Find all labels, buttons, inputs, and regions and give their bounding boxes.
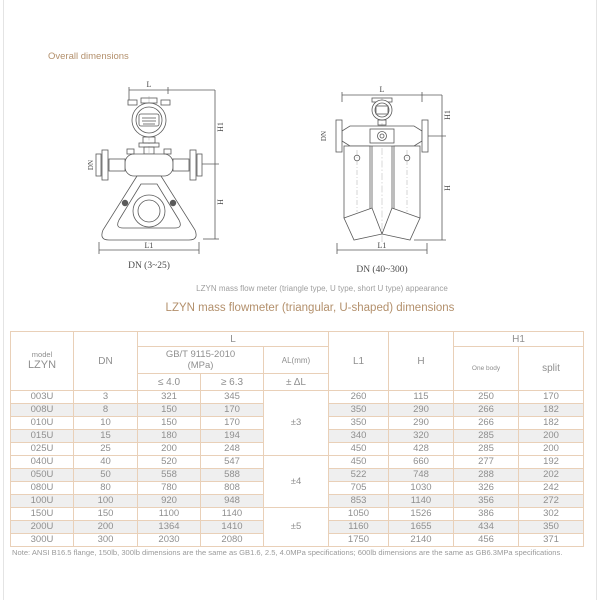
col-header-model <box>11 332 74 391</box>
dim-label-l: L <box>146 80 152 89</box>
overall-dimensions-label: Overall dimensions <box>48 51 129 62</box>
cell-h1-one-body: 326 <box>454 482 519 495</box>
page-edge-right <box>596 0 597 600</box>
cell-dn: 10 <box>74 417 138 430</box>
cell-l-le40: 920 <box>138 495 201 508</box>
flowmeter-drawing-triangle <box>65 78 245 272</box>
col-group-h1: H1 <box>454 332 584 347</box>
cell-l-ge63: 588 <box>201 469 264 482</box>
cell-dn: 150 <box>74 508 138 521</box>
cell-l1: 1050 <box>329 508 389 521</box>
cell-h1-split: 182 <box>519 404 584 417</box>
cell-model: 003U <box>11 391 74 404</box>
cell-l-le40: 150 <box>138 404 201 417</box>
cell-h1-one-body: 434 <box>454 521 519 534</box>
cell-l-ge63: 194 <box>201 430 264 443</box>
cell-model: 300U <box>11 534 74 547</box>
triangle-body <box>102 176 196 240</box>
cell-l-ge63: 547 <box>201 456 264 469</box>
cell-l-ge63: 808 <box>201 482 264 495</box>
cell-h1-one-body: 277 <box>454 456 519 469</box>
col-header-model-small: model <box>31 350 53 359</box>
cell-l1: 350 <box>329 404 389 417</box>
cell-h: 2140 <box>389 534 454 547</box>
dim-label-h: H <box>216 199 225 205</box>
cell-dn: 15 <box>74 430 138 443</box>
table-row <box>11 508 584 521</box>
cell-l-ge63: 170 <box>201 404 264 417</box>
gbt-line1: GB/T 9115-2010 <box>165 349 236 360</box>
cell-model: 200U <box>11 521 74 534</box>
drawing-caption-u-type: DN (40~300) <box>356 265 408 275</box>
col-header-al: AL(mm) <box>264 347 329 374</box>
cell-l-ge63: 948 <box>201 495 264 508</box>
cell-l-le40: 1100 <box>138 508 201 521</box>
cell-l-le40: 150 <box>138 417 201 430</box>
cell-dn: 40 <box>74 456 138 469</box>
cell-al-tolerance: ±5 <box>264 508 329 547</box>
dim-label-h: H <box>443 185 452 191</box>
dim-label-l1: L1 <box>144 241 154 250</box>
cell-h: 1030 <box>389 482 454 495</box>
cell-h: 320 <box>389 430 454 443</box>
dimension-h1-h-lines <box>201 90 219 239</box>
cell-h1-split: 200 <box>519 443 584 456</box>
cell-h1-split: 302 <box>519 508 584 521</box>
table-title: LZYN mass flowmeter (triangular, U-shaped) dimensions <box>165 302 455 314</box>
cell-h1-one-body: 288 <box>454 469 519 482</box>
cell-model: 100U <box>11 495 74 508</box>
cell-model: 010U <box>11 417 74 430</box>
cell-al-tolerance: ±3 <box>264 391 329 456</box>
cell-h: 290 <box>389 417 454 430</box>
col-header-model-main: LZYN <box>27 359 57 371</box>
col-header-l1: L1 <box>329 332 389 391</box>
appearance-caption: LZYN mass flow meter (triangle type, U type, short U type) appearance <box>196 284 448 293</box>
col-header-ge63: ≥ 6.3 <box>201 374 264 391</box>
cell-model: 008U <box>11 404 74 417</box>
cell-h: 428 <box>389 443 454 456</box>
cell-h1-one-body: 285 <box>454 443 519 456</box>
cell-l1: 340 <box>329 430 389 443</box>
cell-h: 290 <box>389 404 454 417</box>
col-header-al-sub: ± ΔL <box>264 374 329 391</box>
col-header-gbt <box>138 347 264 374</box>
cell-h1-split: 371 <box>519 534 584 547</box>
cell-dn: 200 <box>74 521 138 534</box>
cell-l1: 522 <box>329 469 389 482</box>
table-row <box>11 391 584 404</box>
cell-l-ge63: 170 <box>201 417 264 430</box>
cell-h: 115 <box>389 391 454 404</box>
transmitter-head <box>128 98 170 154</box>
cell-dn: 80 <box>74 482 138 495</box>
cell-l-ge63: 2080 <box>201 534 264 547</box>
cell-h: 1526 <box>389 508 454 521</box>
cell-l1: 1160 <box>329 521 389 534</box>
cell-dn: 100 <box>74 495 138 508</box>
dimensions-table <box>10 331 584 547</box>
cell-dn: 3 <box>74 391 138 404</box>
cell-h: 1140 <box>389 495 454 508</box>
cell-l-ge63: 345 <box>201 391 264 404</box>
cell-h1-split: 200 <box>519 430 584 443</box>
cell-model: 150U <box>11 508 74 521</box>
col-header-h: H <box>389 332 454 391</box>
cell-l1: 1750 <box>329 534 389 547</box>
cell-h1-one-body: 356 <box>454 495 519 508</box>
cell-l1: 853 <box>329 495 389 508</box>
cell-l-ge63: 248 <box>201 443 264 456</box>
cell-l-le40: 520 <box>138 456 201 469</box>
cell-h: 748 <box>389 469 454 482</box>
dim-label-dn: DN <box>320 130 328 142</box>
cell-dn: 50 <box>74 469 138 482</box>
pipe-assembly <box>96 149 202 180</box>
cell-model: 080U <box>11 482 74 495</box>
cell-dn: 25 <box>74 443 138 456</box>
cell-l-le40: 321 <box>138 391 201 404</box>
col-header-dn: DN <box>74 332 138 391</box>
page-edge-left <box>3 0 4 600</box>
cell-model: 015U <box>11 430 74 443</box>
drawing-caption-triangle: DN (3~25) <box>128 261 170 271</box>
cell-l-ge63: 1140 <box>201 508 264 521</box>
cell-h1-one-body: 266 <box>454 417 519 430</box>
cell-l-le40: 2030 <box>138 534 201 547</box>
cell-h1-one-body: 285 <box>454 430 519 443</box>
cell-h1-one-body: 386 <box>454 508 519 521</box>
col-group-l: L <box>138 332 329 347</box>
cell-h1-split: 192 <box>519 456 584 469</box>
table-body <box>11 391 584 547</box>
cell-l-le40: 1364 <box>138 521 201 534</box>
cell-l1: 705 <box>329 482 389 495</box>
cell-h1-split: 350 <box>519 521 584 534</box>
cell-l1: 350 <box>329 417 389 430</box>
col-header-split: split <box>519 347 584 391</box>
gbt-line2: (MPa) <box>187 360 214 371</box>
cell-model: 025U <box>11 443 74 456</box>
cell-dn: 300 <box>74 534 138 547</box>
cell-l1: 450 <box>329 443 389 456</box>
dim-label-l1: L1 <box>377 241 387 250</box>
col-header-one-body: One body <box>454 347 519 391</box>
cell-l-ge63: 1410 <box>201 521 264 534</box>
cell-l1: 260 <box>329 391 389 404</box>
table-row <box>11 456 584 469</box>
cell-h1-split: 202 <box>519 469 584 482</box>
footnote: Note: ANSI B16.5 flange, 150lb, 300lb dimensions are the same as GB1.6, 2.5, 4.0MPa specifications; 600lb dimensions are the same as GB6.3MPa specifications. <box>12 548 563 557</box>
cell-h: 1655 <box>389 521 454 534</box>
flowmeter-drawing-u-type <box>310 82 478 276</box>
cell-h1-split: 182 <box>519 417 584 430</box>
cell-l1: 450 <box>329 456 389 469</box>
cell-h: 660 <box>389 456 454 469</box>
dim-label-h1: H1 <box>216 122 225 132</box>
col-header-le40: ≤ 4.0 <box>138 374 201 391</box>
cell-h1-one-body: 456 <box>454 534 519 547</box>
dim-label-l: L <box>379 85 385 94</box>
cell-l-le40: 558 <box>138 469 201 482</box>
cell-l-le40: 200 <box>138 443 201 456</box>
cell-model: 050U <box>11 469 74 482</box>
cell-al-tolerance: ±4 <box>264 456 329 508</box>
dimensions-table-wrapper <box>10 331 584 547</box>
cell-h1-one-body: 250 <box>454 391 519 404</box>
cell-dn: 8 <box>74 404 138 417</box>
cell-h1-split: 242 <box>519 482 584 495</box>
cell-l-le40: 780 <box>138 482 201 495</box>
cell-h1-split: 170 <box>519 391 584 404</box>
cell-l-le40: 180 <box>138 430 201 443</box>
cell-model: 040U <box>11 456 74 469</box>
cell-h1-one-body: 266 <box>454 404 519 417</box>
dim-label-h1: H1 <box>443 110 452 120</box>
cell-h1-split: 272 <box>519 495 584 508</box>
dim-label-dn: DN <box>87 159 95 171</box>
